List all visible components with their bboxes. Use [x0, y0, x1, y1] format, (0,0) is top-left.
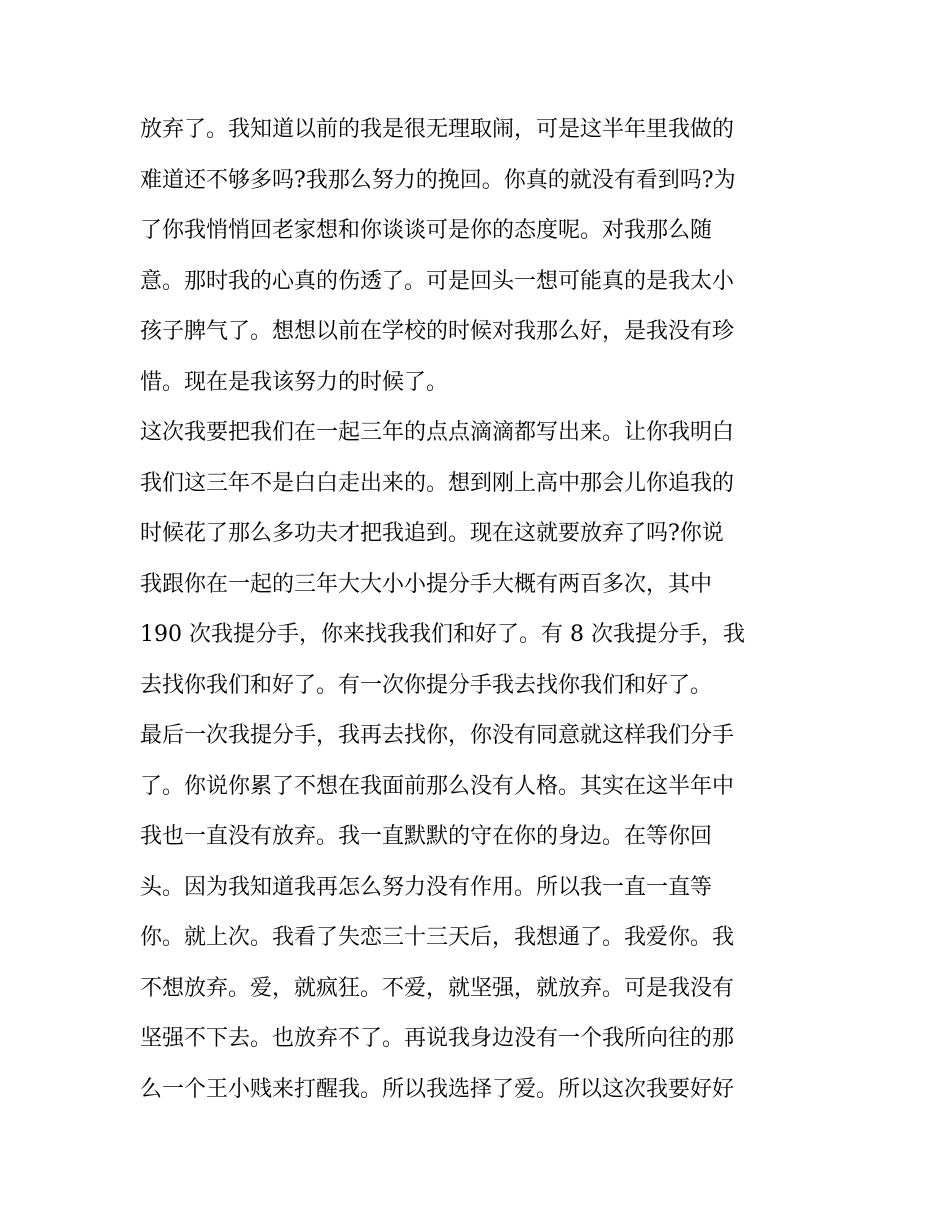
text-line: 坚强不下去。也放弃不了。再说我身边没有一个我所向往的那 [140, 1026, 735, 1051]
text-line: 最后一次我提分手，我再去找你，你没有同意就这样我们分手 [140, 723, 735, 748]
text-line: 你。就上次。我看了失恋三十三天后，我想通了。我爱你。我 [140, 925, 735, 950]
text-line: 了。你说你累了不想在我面前那么没有人格。其实在这半年中 [140, 773, 735, 799]
text-line: 惜。现在是我该努力的时候了。 [140, 369, 449, 395]
text-line: 我也一直没有放弃。我一直默默的守在你的身边。在等你回 [140, 824, 713, 849]
text-line: 么一个王小贱来打醒我。所以我选择了爱。所以这次我要好好 [140, 1076, 735, 1102]
text-line: 时候花了那么多功夫才把我追到。现在这就要放弃了吗?你说 [140, 521, 724, 546]
text-line: 190 次我提分手，你来找我我们和好了。有 8 次我提分手，我 [140, 622, 745, 647]
text-line: 难道还不够多吗?我那么努力的挽回。你真的就没有看到吗?为 [140, 167, 736, 193]
text-line: 我们这三年不是白白走出来的。想到刚上高中那会儿你追我的 [140, 470, 735, 496]
text-line: 孩子脾气了。想想以前在学校的时候对我那么好，是我没有珍 [140, 319, 735, 344]
text-line: 头。因为我知道我再怎么努力没有作用。所以我一直一直等 [140, 874, 713, 900]
text-line: 不想放弃。爱，就疯狂。不爱，就坚强，就放弃。可是我没有 [140, 975, 735, 1001]
text-line: 去找你我们和好了。有一次你提分手我去找你我们和好了。 [140, 672, 713, 698]
text-line: 了你我悄悄回老家想和你谈谈可是你的态度呢。对我那么随 [140, 218, 713, 243]
text-line: 意。那时我的心真的伤透了。可是回头一想可能真的是我太小 [140, 268, 735, 294]
text-line: 放弃了。我知道以前的我是很无理取闹，可是这半年里我做的 [140, 117, 735, 142]
text-line: 我跟你在一起的三年大大小小提分手大概有两百多次，其中 [140, 571, 713, 597]
text-line: 这次我要把我们在一起三年的点点滴滴都写出来。让你我明白 [140, 420, 735, 445]
body-text [140, 105, 820, 1115]
